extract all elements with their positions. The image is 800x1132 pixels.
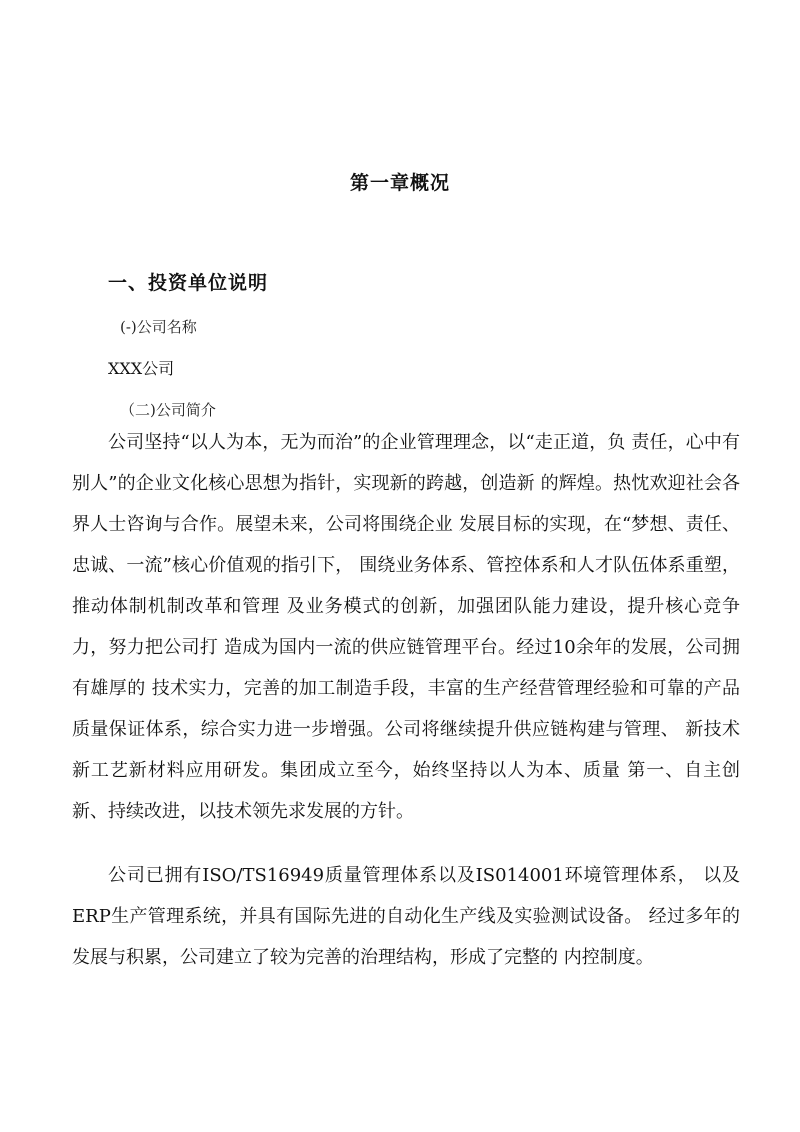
subsection-company-intro-label: （二)公司简介 [120,401,216,419]
intro-paragraph: 公司坚持“以人为本，无为而治”的企业管理理念，以“走正道，负 责任，心中有别人”的企业文化核心思想为指针，实现新的跨越，创造新 的辉煌。热忱欢迎社会各界人士咨询与合作。展望未来，公司将围绕企业 发展目标的实现，在“梦想、责任、忠诚、一流”核心价值观的指引下， 围绕业务体系、管控体系和人才队伍体系重塑，推动体制机制改革和管理 及业务模式的创新，加强团队能力建设，提升核心竞争力，努力把公司打 造成为国内一流的供应链管理平台。经过10余年的发展，公司拥有雄厚的 技术实力，完善的加工制造手段，丰富的生产经营管理经验和可靠的产品 质量保证体系，综合实力进一步增强。公司将继续提升供应链构建与管理、 新技术新工艺新材料应用研发。集团成立至今，始终坚持以人为本、质量 第一、自主创新、持续改进，以技术领先求发展的方针。 [72,432,740,822]
chapter-title: 第一章概况 [349,172,450,194]
certification-paragraph: 公司已拥有ISO/TS16949质量管理体系以及IS014001环境管理体系， 以及ERP生产管理系统，并具有国际先进的自动化生产线及实验测试设备。 经过多年的发展与积累，公司建立了较为完善的治理结构，形成了完整的 内控制度。 [72,865,740,968]
section-heading: 一、投资单位说明 [108,272,269,294]
subsection-company-name-label: (-)公司名称 [120,318,197,336]
company-name: XXX公司 [108,359,175,378]
